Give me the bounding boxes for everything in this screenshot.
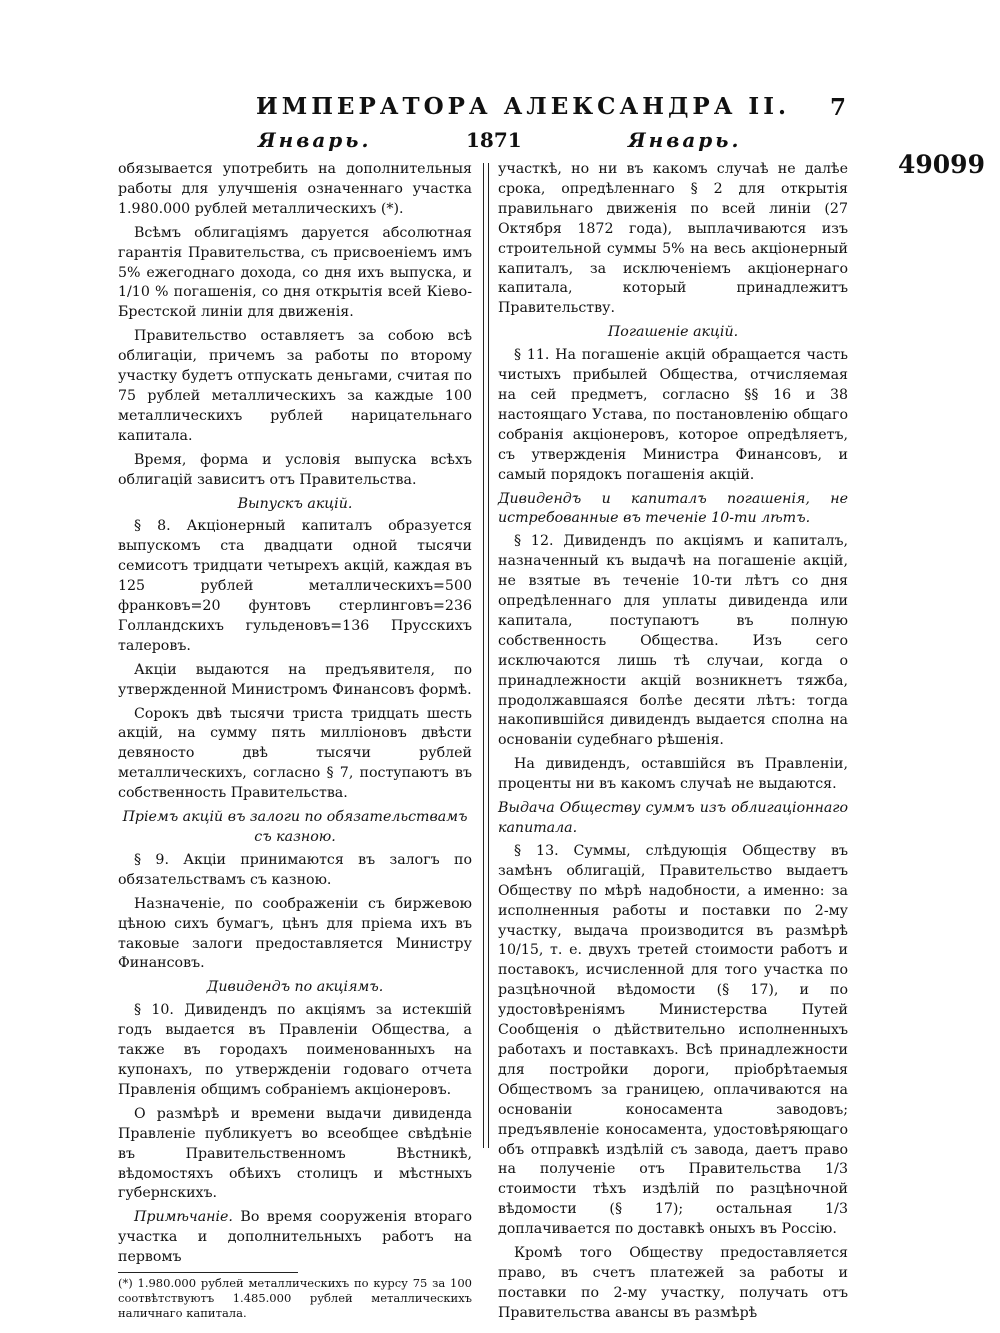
paragraph: § 9. Акціи принимаются въ залогъ по обязательствамъ съ казною.	[118, 851, 472, 888]
section-heading: Дивидендъ по акціямъ.	[206, 979, 384, 996]
page-number: 7	[830, 94, 847, 121]
footnote-rule	[118, 1272, 298, 1273]
paragraph: Время, форма и условія выпуска всѣхъ облигацій зависитъ отъ Правительства.	[118, 451, 472, 488]
section-heading: Погашеніе акцій.	[607, 324, 739, 341]
paragraph: обязывается употребить на дополнительныя работы для улучшенія означеннаго участка 1.980.000 рублей металлическихъ (*).	[118, 161, 472, 217]
section-heading: Выдача Обществу суммъ изъ облигаціоннаго капитала.	[498, 800, 848, 836]
paragraph: Правительство оставляетъ за собою всѣ облигаціи, причемъ за работы по второму участку будетъ отпускать деньгами, считая по 75 рублей металлическихъ за каждые 100 металлическихъ рублей нарицательнаго капитала.	[118, 328, 472, 444]
paragraph: § 13. Суммы, слѣдующія Обществу въ замѣнъ облигацій, Правительство выдаетъ Обществу по мѣрѣ надобности, а именно: за исполненныя работы и поставки по 2-му участку, выдача производится въ размѣрѣ 10/15, т. е. двухъ третей стоимости работъ и поставокъ, исчисленной для того участка по разцѣночной вѣдомости (§ 17), и по удостовѣреніямъ Министерства Путей Сообщенія о дѣйствительно исполненныхъ работахъ и поставкахъ. Всѣ принадлежности для постройки дороги, пріобрѣтаемыя Обществомъ за границею, оплачиваются на основаніи коносамента заводовъ; предъявленіе коносамента, удостовѣряющаго объ отправкѣ издѣлій съ завода, даетъ право на полученіе отъ Правительства 1/3 стоимости тѣхъ издѣлій по разцѣночной вѣдомости (§ 17); остальная 1/3 доплачивается по доставкѣ оныхъ въ Россію.	[498, 842, 848, 1238]
paragraph: участкѣ, но ни въ какомъ случаѣ не далѣе срока, опредѣленнаго § 2 для открытія правильнаго движенія по всей линіи (27 Октября 1872 года), выплачиваются изъ строительной суммы 5% на весь акціонерный капиталъ, за исключеніемъ акціонернаго капитала, который принадлежитъ Правительству.	[498, 161, 848, 317]
year: 1871	[466, 128, 522, 152]
month-right: Январь.	[628, 128, 742, 152]
paragraph: На дивидендъ, оставшійся въ Правленіи, проценты ни въ какомъ случаѣ не выдаются.	[498, 756, 848, 793]
month-left: Январь.	[258, 128, 372, 152]
paragraph: Сорокъ двѣ тысячи триста тридцать шесть акцій, на сумму пять милліоновъ двѣсти девяносто двѣ тысячи рублей металлическихъ, согласно § 7, поступаютъ въ собственность Правительства.	[118, 705, 472, 802]
paragraph: § 10. Дивидендъ по акціямъ за истекшій годъ выдается въ Правленіи Общества, а также въ городахъ поименованныхъ на купонахъ, по утвержденіи годоваго отчета Правленія общимъ собраніемъ акціонеровъ.	[118, 1002, 472, 1098]
note-label: Примѣчаніе.	[134, 1209, 233, 1226]
column-rule	[483, 163, 489, 1148]
paragraph: Акціи выдаются на предъявителя, по утвержденной Министромъ Финансовъ формѣ.	[118, 661, 472, 698]
paragraph: О размѣрѣ и времени выдачи дивиденда Правленіе публикуетъ во всеобщее свѣдѣніе въ Правительственномъ Вѣстникѣ, вѣдомостяхъ обѣихъ столицъ и мѣстныхъ губернскихъ.	[118, 1105, 472, 1202]
page-title: ИМПЕРАТОРА АЛЕКСАНДРА II.	[256, 93, 790, 120]
margin-law-number: 49099	[898, 150, 985, 179]
paragraph: § 8. Акціонерный капиталъ образуется выпускомъ ста двадцати одной тысячи семисотъ тридцати четырехъ акцій, каждая въ 125 рублей металлическихъ=500 франковъ=20 фунтовъ стерлинговъ=236 Голландскихъ гульденовъ=136 Прусскихъ талеровъ.	[118, 518, 472, 654]
paragraph: § 11. На погашеніе акцій обращается часть чистыхъ прибылей Общества, отчисляемая на сей предметъ, согласно §§ 16 и 38 настоящаго Устава, по постановленію общаго собранія акціонеровъ, которое опредѣляетъ, съ утвержденія Министра Финансовъ, и самый порядокъ погашенія акцій.	[498, 347, 848, 483]
note-text: Во время сооруженія втораго участка и дополнительныхъ работъ на первомъ	[118, 1209, 472, 1266]
paragraph: Всѣмъ облигаціямъ даруется абсолютная гарантія Правительства, съ присвоеніемъ имъ 5% ежегоднаго дохода, со дня ихъ выпуска, и 1/10 % погашенія, со дня открытія всей Кіево-Брестской линіи для движенія.	[118, 224, 472, 321]
left-column	[118, 160, 472, 1321]
section-heading: Пріемъ акцій въ залоги по обязательствамъ съ казною.	[122, 809, 468, 845]
paragraph: Кромѣ того Обществу предоставляется право, въ счетъ платежей за работы и поставки по 2-му участку, получать отъ Правительства авансы въ размѣрѣ	[498, 1245, 848, 1321]
footnote: (*) 1.980.000 рублей металлическихъ по курсу 75 за 100 соотвѣтствуютъ 1.485.000 рублей металлическихъ наличнаго капитала.	[118, 1276, 472, 1321]
paragraph: Назначеніе, по соображеніи съ биржевою цѣною сихъ бумагъ, цѣнъ для пріема ихъ въ таковые залоги предоставляется Министру Финансовъ.	[118, 895, 472, 972]
section-heading: Дивидендъ и капиталъ погашенія, не истребованные въ теченіе 10-ти лѣтъ.	[498, 490, 848, 527]
note-paragraph	[118, 1208, 472, 1268]
section-heading: Выпускъ акцій.	[237, 495, 353, 512]
right-column	[498, 160, 848, 1328]
paragraph: § 12. Дивидендъ по акціямъ и капиталъ, назначенный къ выдачѣ на погашеніе акцій, не взятые въ теченіе 10-ти лѣтъ со дня опредѣленнаго для уплаты дивиденда или капитала, поступаютъ въ полную собственность Общества. Изъ сего исключаются лишь тѣ случаи, когда о принадлежности акцій возникнетъ тяжба, продолжавшаяся болѣе десяти лѣтъ: тогда накопившійся дивидендъ выдается сполна на основаніи судебнаго рѣшенія.	[498, 533, 848, 749]
